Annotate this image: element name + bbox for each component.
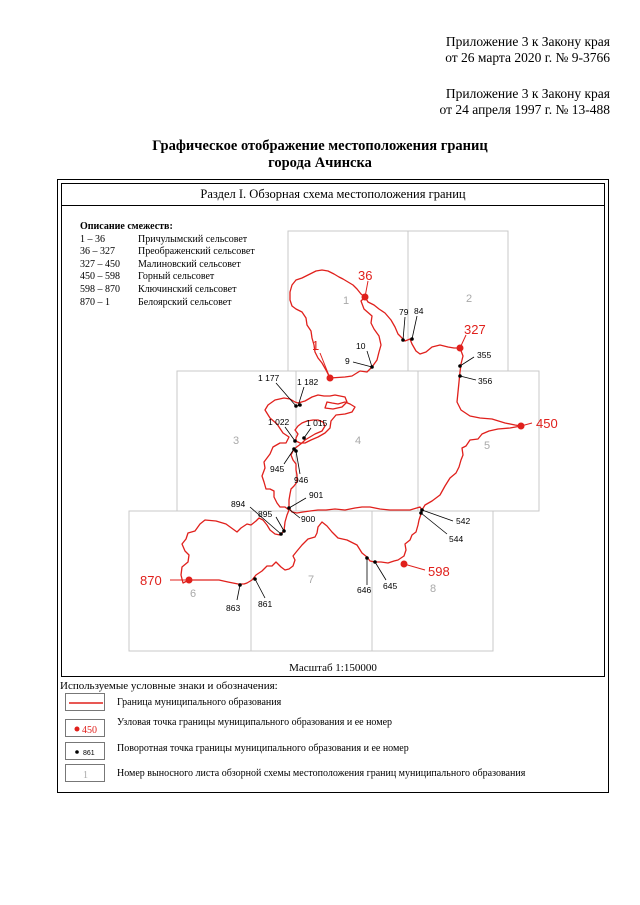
nodal-point-label: 327 bbox=[464, 322, 486, 337]
sheet-number: 4 bbox=[355, 435, 362, 447]
turning-point-label: 356 bbox=[478, 376, 493, 386]
turning-leaders bbox=[237, 316, 476, 600]
header-line-1: Приложение 3 к Закону края bbox=[445, 34, 610, 49]
header-line-2: от 26 марта 2020 г. № 9-3766 bbox=[445, 50, 610, 65]
nodal-point-label: 870 bbox=[140, 573, 162, 588]
legend-nodal-symbol bbox=[65, 719, 105, 737]
leader-line bbox=[421, 513, 447, 534]
title-line-2: города Ачинска bbox=[268, 155, 372, 171]
legend-turning-text: Поворотная точка границы муниципального образования и ее номер bbox=[117, 743, 409, 754]
nodal-point-label: 1 bbox=[312, 338, 320, 353]
description-range: 598 – 870 bbox=[80, 283, 120, 295]
turning-point-marker bbox=[294, 404, 298, 408]
turning-point-marker bbox=[302, 436, 306, 440]
turning-point-marker bbox=[294, 449, 298, 453]
description-name: Белоярский сельсовет bbox=[138, 296, 232, 308]
turning-point-label: 900 bbox=[301, 514, 316, 524]
turning-point-marker bbox=[287, 506, 291, 510]
turning-point-label: 1 177 bbox=[258, 373, 280, 383]
turning-point-label: 901 bbox=[309, 490, 324, 500]
sheet-number: 3 bbox=[233, 435, 240, 447]
map-scale: Масштаб 1:150000 bbox=[289, 662, 377, 674]
turning-point-marker bbox=[253, 577, 257, 581]
legend-nodal-sample: 450 bbox=[82, 725, 97, 736]
legend-turning-symbol bbox=[65, 742, 105, 760]
description-range: 870 – 1 bbox=[80, 296, 110, 308]
legend-sheet-symbol bbox=[65, 764, 105, 782]
sheet-numbers bbox=[190, 293, 493, 600]
legend-turning-sample: 861 bbox=[83, 750, 95, 757]
turning-point-label: 10 bbox=[356, 341, 366, 351]
title-line-1: Графическое отображение местоположения границ bbox=[152, 138, 488, 154]
turning-point-marker bbox=[282, 529, 286, 533]
sheet-number: 8 bbox=[430, 583, 437, 595]
turning-point-marker bbox=[293, 439, 297, 443]
turning-point-label: 645 bbox=[383, 581, 398, 591]
leader-line bbox=[289, 498, 306, 508]
description-name: Преображенский сельсовет bbox=[138, 246, 255, 258]
nodal-point-label: 598 bbox=[428, 564, 450, 579]
section-title: Раздел I. Обзорная схема местоположения границ bbox=[200, 187, 466, 201]
turning-point-label: 945 bbox=[270, 464, 285, 474]
leader-line bbox=[298, 387, 304, 406]
nodal-point-label: 450 bbox=[536, 416, 558, 431]
description-row bbox=[80, 259, 255, 272]
nodal-point-icon bbox=[66, 720, 106, 738]
leader-line bbox=[320, 353, 330, 378]
turning-point-label: 542 bbox=[456, 516, 471, 526]
legend-title: Используемые условные знаки и обозначения: bbox=[60, 680, 278, 692]
description-row bbox=[80, 297, 255, 310]
turning-point-marker bbox=[401, 338, 405, 342]
leader-line bbox=[255, 579, 265, 598]
leader-line bbox=[276, 517, 284, 531]
description-row bbox=[80, 234, 255, 247]
sheet-number: 7 bbox=[308, 574, 315, 586]
description-name: Ключинский сельсовет bbox=[138, 283, 237, 295]
leader-line bbox=[276, 383, 296, 406]
turning-point-label: 646 bbox=[357, 585, 372, 595]
legend-nodal-text: Узловая точка границы муниципального образования и ее номер bbox=[117, 717, 393, 728]
nodal-point-label: 36 bbox=[358, 268, 373, 283]
description-range: 1 – 36 bbox=[80, 233, 105, 245]
nodal-labels bbox=[140, 268, 558, 588]
turning-point-marker bbox=[238, 583, 242, 587]
turning-point-label: 894 bbox=[231, 499, 246, 509]
description-row bbox=[80, 271, 255, 284]
turning-point-label: 355 bbox=[477, 350, 492, 360]
turning-point-label: 84 bbox=[414, 306, 424, 316]
legend-boundary-symbol bbox=[65, 693, 105, 711]
boundary-line-icon bbox=[66, 694, 106, 712]
header-line-3: Приложение 3 к Закону края bbox=[445, 86, 610, 101]
description-range: 327 – 450 bbox=[80, 258, 120, 270]
description-row bbox=[80, 246, 255, 259]
description-name: Горный сельсовет bbox=[138, 271, 215, 283]
turning-point-label: 863 bbox=[226, 603, 241, 613]
sheet-number: 2 bbox=[466, 293, 473, 305]
turning-point-label: 1 015 bbox=[306, 418, 328, 428]
leader-line bbox=[237, 585, 240, 600]
legend-sheet-text: Номер выносного листа обзорной схемы местоположения границ муниципального образования bbox=[117, 768, 526, 779]
turning-point-icon bbox=[66, 743, 106, 761]
leader-line bbox=[375, 562, 386, 580]
sheet-number: 1 bbox=[343, 295, 350, 307]
turning-point-marker bbox=[419, 511, 423, 515]
turning-point-marker bbox=[279, 532, 283, 536]
turning-point-marker bbox=[370, 365, 374, 369]
leader-line bbox=[284, 449, 294, 464]
turning-point-marker bbox=[373, 560, 377, 564]
turning-point-marker bbox=[410, 337, 414, 341]
description-row bbox=[80, 284, 255, 297]
turning-point-marker bbox=[458, 364, 462, 368]
sheet-number: 5 bbox=[484, 440, 491, 452]
description-range: 450 – 598 bbox=[80, 271, 120, 283]
leader-line bbox=[422, 510, 453, 521]
turning-point-label: 895 bbox=[258, 509, 273, 519]
leader-line bbox=[412, 316, 417, 339]
header-line-4: от 24 апреля 1997 г. № 13-488 bbox=[439, 102, 610, 117]
turning-point-label: 544 bbox=[449, 534, 464, 544]
sheet-5-frame bbox=[418, 371, 539, 511]
leader-line bbox=[460, 376, 476, 380]
legend-boundary-text: Граница муниципального образования bbox=[117, 697, 282, 708]
adjacency-description bbox=[80, 221, 255, 309]
turning-point-label: 79 bbox=[399, 307, 409, 317]
turning-point-label: 861 bbox=[258, 599, 273, 609]
leader-line bbox=[403, 317, 405, 340]
description-name: Малиновский сельсовет bbox=[138, 258, 241, 270]
turning-point-label: 1 022 bbox=[268, 417, 290, 427]
leader-line bbox=[285, 427, 295, 441]
description-name: Причулымский сельсовет bbox=[138, 233, 248, 245]
turning-point-marker bbox=[365, 556, 369, 560]
description-range: 36 – 327 bbox=[80, 246, 115, 258]
turning-point-marker bbox=[298, 403, 302, 407]
sheet-number-icon bbox=[66, 765, 106, 783]
leader-line bbox=[353, 362, 372, 367]
leader-line bbox=[367, 351, 372, 367]
description-title: Описание смежеств: bbox=[80, 221, 173, 232]
turning-point-label: 946 bbox=[294, 475, 309, 485]
leader-line bbox=[404, 564, 425, 570]
turning-point-marker bbox=[458, 374, 462, 378]
legend-sheet-sample: 1 bbox=[83, 770, 88, 781]
turning-point-label: 9 bbox=[345, 356, 350, 366]
sheet-number: 6 bbox=[190, 588, 197, 600]
municipal-boundary bbox=[181, 270, 521, 584]
turning-point-label: 1 182 bbox=[297, 377, 319, 387]
